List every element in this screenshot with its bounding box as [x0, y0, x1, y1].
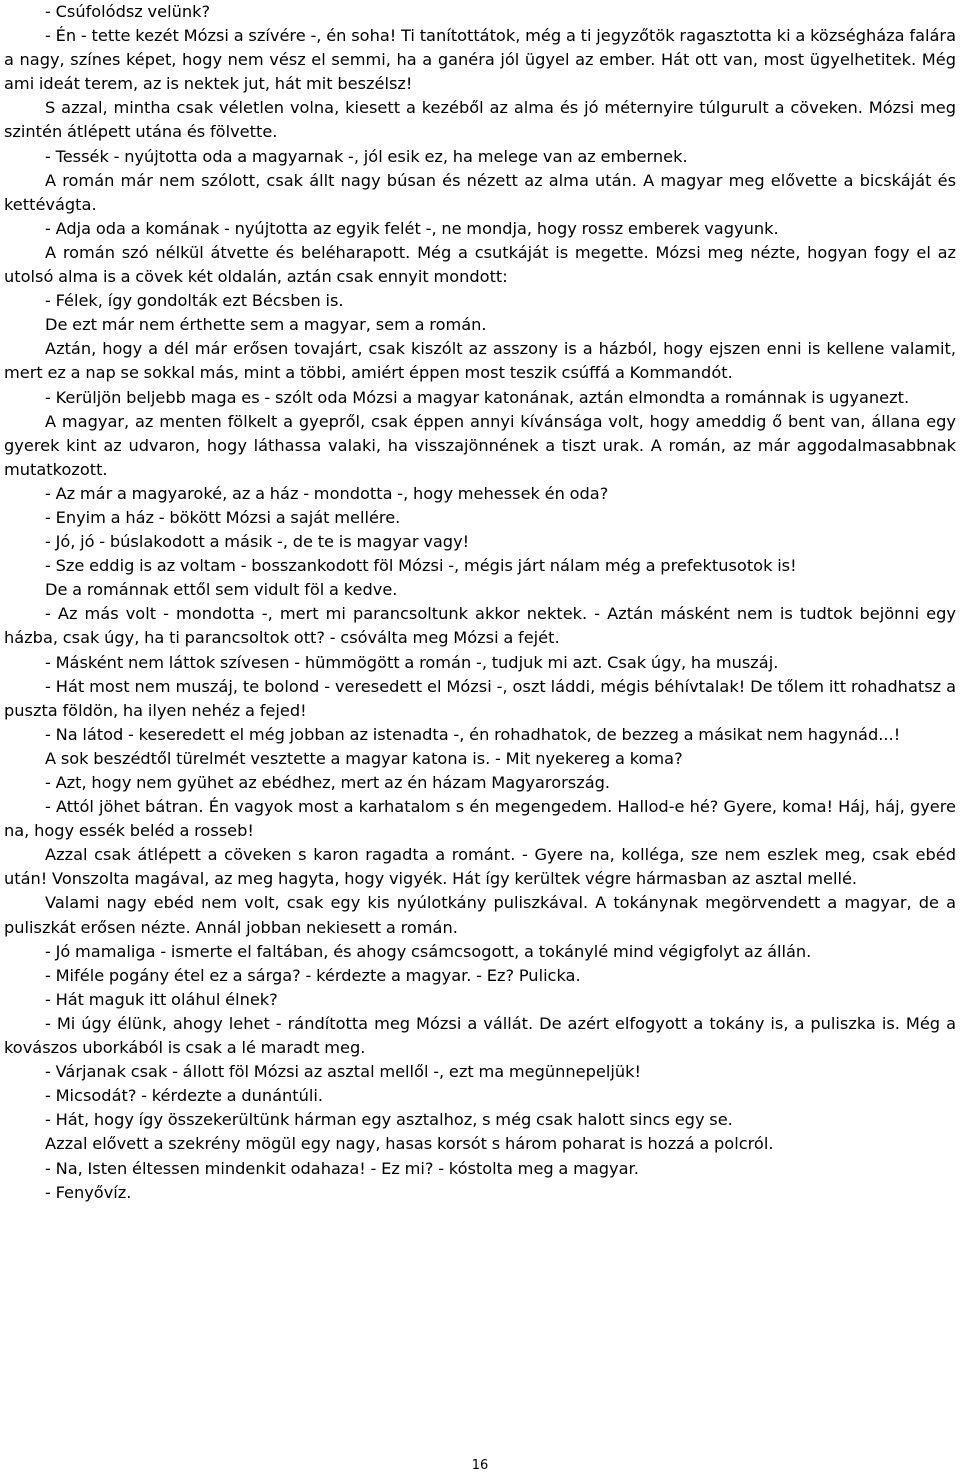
paragraph: A román már nem szólott, csak állt nagy búsan és nézett az alma után. A magyar meg elővette a bicskáját és kettévágta. — [4, 170, 956, 214]
paragraph: - Jó mamaliga - ismerte el faltában, és ahogy csámcsogott, a tokánylé mind végigfolyt az állán. — [45, 941, 812, 961]
paragraph: S azzal, mintha csak véletlen volna, kiesett a kezéből az alma és jó méternyire túlgurult a cöveken. Mózsi meg szintén átlépett utána és fölvette. — [4, 98, 956, 142]
paragraph: - Hát maguk itt oláhul élnek? — [45, 989, 278, 1009]
paragraph: De a románnak ettől sem vidult föl a kedve. — [45, 580, 398, 600]
paragraph: - Sze eddig is az voltam - bosszankodott föl Mózsi -, mégis járt nálam még a prefektusotok is! — [45, 556, 797, 576]
paragraph: - Hát, hogy így összekerültünk hárman egy asztalhoz, s még csak halott sincs egy se. — [45, 1110, 733, 1130]
paragraph: Valami nagy ebéd nem volt, csak egy kis nyúlotkány puliszkával. A tokánynak megörvendett a magyar, de a puliszkát erősen nézte. Annál jobban nekiesett a román. — [4, 893, 956, 937]
paragraph: - Félek, így gondolták ezt Bécsben is. — [45, 291, 344, 311]
paragraph: Aztán, hogy a dél már erősen tovajárt, csak kiszólt az asszony is a házból, hogy ejszen enni is kellene valamit, mert ez a nap se sokkal más, mint a többi, amiért éppen most teszik csúffá a Kommandót. — [4, 339, 956, 383]
paragraph: - Adja oda a komának - nyújtotta az egyik felét -, ne mondja, hogy rossz emberek vagyunk. — [45, 218, 779, 238]
paragraph: - Tessék - nyújtotta oda a magyarnak -, jól esik ez, ha melege van az embernek. — [45, 146, 688, 166]
paragraph: - Csúfolódsz velünk? — [45, 2, 211, 21]
paragraph: - Fenyővíz. — [45, 1182, 132, 1202]
page-number: 16 — [471, 1458, 489, 1473]
paragraph: - Várjanak csak - állott föl Mózsi az asztal mellől -, ezt ma megünnepeljük! — [45, 1062, 641, 1082]
paragraph: - Az már a magyaroké, az a ház - mondotta -, hogy mehessek én oda? — [45, 483, 609, 503]
paragraph: - Kerüljön beljebb maga es - szólt oda Mózsi a magyar katonának, aztán elmondta a románnak is ugyanezt. — [45, 387, 910, 407]
paragraph: - Jó, jó - búslakodott a másik -, de te is magyar vagy! — [45, 532, 470, 552]
paragraph: - Attól jöhet bátran. Én vagyok most a karhatalom s én megengedem. Hallod-e hé? Gyere, koma! Háj, háj, gyere na, hogy essék beléd a rosseb! — [4, 797, 956, 841]
paragraph: - Hát most nem muszáj, te bolond - veresedett el Mózsi -, oszt láddi, mégis béhívtalak! De tőlem itt rohadhatsz a puszta földön, ha ilyen nehéz a fejed! — [4, 676, 956, 720]
paragraph: - Miféle pogány étel ez a sárga? - kérdezte a magyar. - Ez? Pulicka. — [45, 965, 581, 985]
paragraph: - Másként nem láttok szívesen - hümmögött a román -, tudjuk mi azt. Csak úgy, ha muszáj. — [45, 652, 779, 672]
paragraph: - Azt, hogy nem gyühet az ebédhez, mert az én házam Magyarország. — [45, 773, 611, 792]
paragraph: - Na látod - keseredett el még jobban az istenadta -, én rohadhatok, de bezzeg a másikat nem hagynád...! — [45, 724, 901, 744]
paragraph: A magyar, az menten fölkelt a gyepről, csak éppen annyi kívánsága volt, hogy ameddig ő bent van, állana egy gyerek kint az udvaron, hogy láthassa valaki, ha visszajönnének a tiszt urak. A román, az már aggodalmasabbnak mutatkozott. — [4, 411, 956, 479]
paragraph: Azzal csak átlépett a cöveken s karon ragadta a románt. - Gyere na, kolléga, sze nem eszlek meg, csak ebéd után! Vonszolta magával, az meg hagyta, hogy vigyék. Hát így kerültek végre hármasban az asztal mellé. — [4, 845, 956, 889]
paragraph: - Én - tette kezét Mózsi a szívére -, én soha! Ti tanítottátok, még a ti jegyzőtök ragasztotta ki a községháza falára a nagy, színes képet, hogy nem vész el semmi, ha a ganéra jól ügyel az ember. Hát ott van, most ügyelhetitek. Még ami ideát terem, az is nektek jut, hát mit beszélsz! — [4, 26, 956, 94]
document-body — [4, 0, 956, 1205]
paragraph: Azzal elővett a szekrény mögül egy nagy, hasas korsót s három poharat is hozzá a polcról. — [45, 1134, 774, 1154]
paragraph: A sok beszédtől türelmét vesztette a magyar katona is. - Mit nyekereg a koma? — [45, 748, 683, 768]
paragraph: A román szó nélkül átvette és beléharapott. Még a csutkáját is megette. Mózsi meg nézte, hogyan fogy el az utolsó alma is a cövek két oldalán, aztán csak ennyit mondott: — [4, 242, 956, 287]
paragraph: De ezt már nem érthette sem a magyar, sem a román. — [45, 315, 487, 335]
paragraph: - Micsodát? - kérdezte a dunántúli. — [45, 1086, 324, 1106]
paragraph: - Az más volt - mondotta -, mert mi parancsoltunk akkor nektek. - Aztán másként nem is tudtok bejönni egy házba, csak úgy, ha ti parancsoltok ott? - csóválta meg Mózsi a fejét. — [4, 604, 956, 648]
paragraph: - Na, Isten éltessen mindenkit odahaza! - Ez mi? - kóstolta meg a magyar. — [45, 1158, 639, 1178]
paragraph: - Mi úgy élünk, ahogy lehet - rándította meg Mózsi a vállát. De azért elfogyott a tokány is, a puliszka is. Még a kovászos uborkából is csak a lé maradt meg. — [4, 1013, 956, 1058]
paragraph: - Enyim a ház - bökött Mózsi a saját mellére. — [45, 507, 401, 527]
